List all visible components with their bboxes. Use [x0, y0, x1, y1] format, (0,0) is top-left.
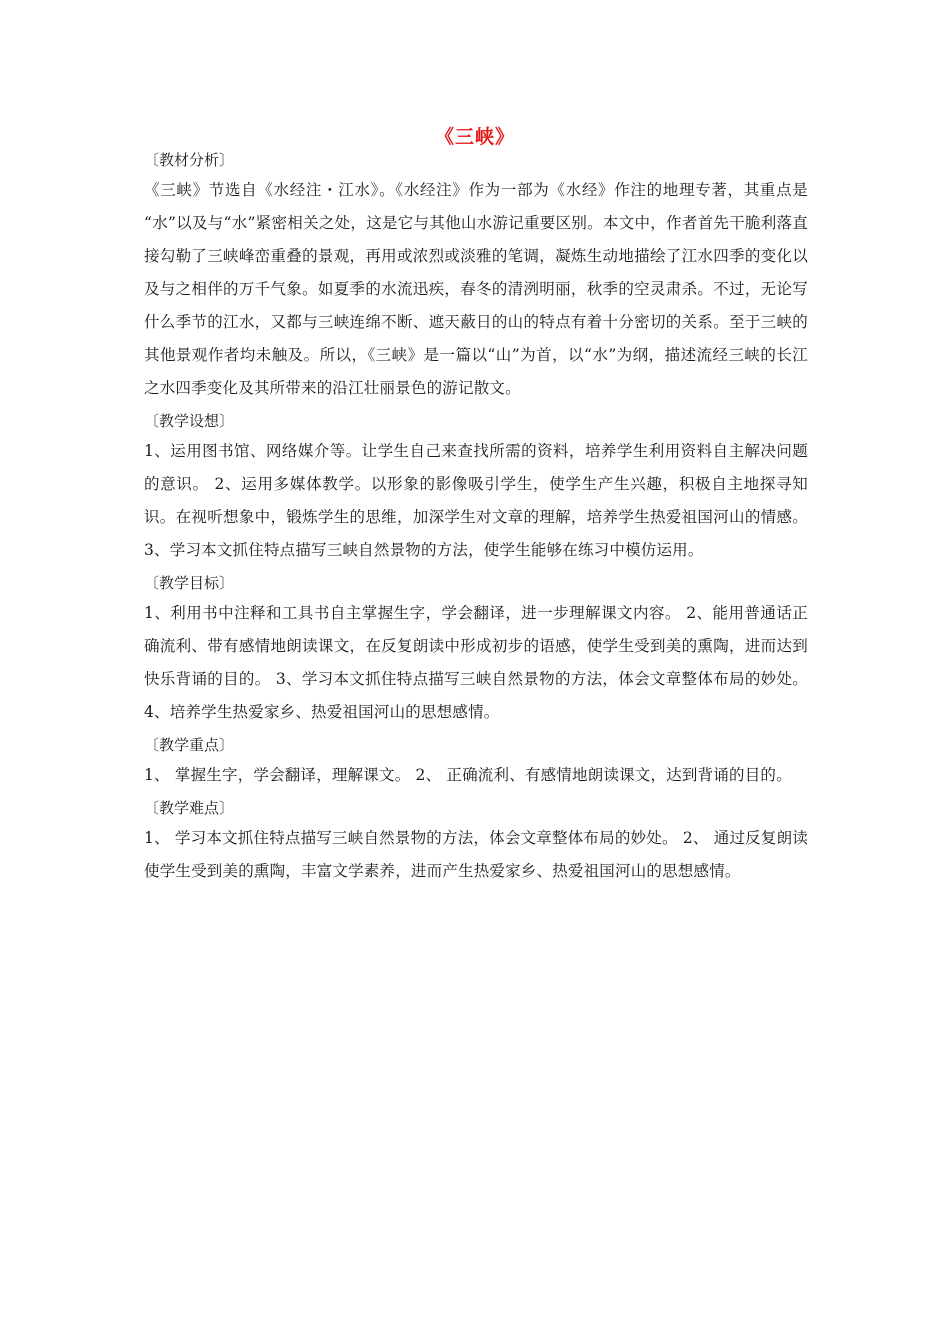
- section-teaching-goals: [144, 569, 808, 729]
- section-paragraph: 1、 掌握生字，学会翻译，理解课文。 2、 正确流利、有感情地朗读课文，达到背诵的目的。: [144, 766, 792, 784]
- section-key-points: [144, 731, 808, 792]
- section-paragraph: 《三峡》节选自《水经注・江水》。《水经注》作为一部为《水经》作注的地理专著，其重点是 “水”以及与“水”紧密相关之处，这是它与其他山水游记重要区别。本文中，作者首先干脆利落直接勾勒了三峡峰峦重叠的景观，再用或浓烈或淡雅的笔调，凝炼生动地描绘了江水四季的变化以及与之相伴的万千气象。如夏季的水流迅疾，春冬的清洌明丽，秋季的空灵肃杀。不过，无论写什么季节的江水，又都与三峡连绵不断、遮天蔽日的山的特点有着十分密切的关系。至于三峡的其他景观作者均未触及。所以，《三峡》是一篇以“山”为首，以“水”为纲，描述流经三峡的长江之水四季变化及其所带来的沿江壮丽景色的游记散文。: [144, 181, 808, 397]
- section-teaching-concept: [144, 407, 808, 567]
- section-paragraph: 1、运用图书馆、网络媒介等。让学生自己来查找所需的资料，培养学生利用资料自主解决问题的意识。 2、运用多媒体教学。以形象的影像吸引学生，使学生产生兴趣，积极自主地探寻知识。在视听想象中，锻炼学生的思维，加深学生对文章的理解，培养学生热爱祖国河山的情感。 3、学习本文抓住特点描写三峡自然景物的方法，使学生能够在练习中模仿运用。: [144, 442, 808, 559]
- document-body: [144, 146, 808, 890]
- section-heading: 〔教学目标〕: [144, 574, 235, 592]
- document-title: 《三峡》: [434, 126, 515, 148]
- section-heading: 〔教材分析〕: [144, 151, 235, 169]
- section-heading: 〔教学难点〕: [144, 799, 235, 817]
- section-difficulties: [144, 794, 808, 888]
- section-textbook-analysis: [144, 146, 808, 405]
- section-heading: 〔教学重点〕: [144, 736, 235, 754]
- section-paragraph: 1、利用书中注释和工具书自主掌握生字，学会翻译，进一步理解课文内容。 2、能用普通话正确流利、带有感情地朗读课文，在反复朗读中形成初步的语感，使学生受到美的熏陶，进而达到快乐背诵的目的。 3、学习本文抓住特点描写三峡自然景物的方法，体会文章整体布局的妙处。 4、培养学生热爱家乡、热爱祖国河山的思想感情。: [144, 604, 808, 721]
- section-heading: 〔教学设想〕: [144, 412, 235, 430]
- section-paragraph: 1、 学习本文抓住特点描写三峡自然景物的方法，体会文章整体布局的妙处。 2、 通过反复朗读使学生受到美的熏陶，丰富文学素养，进而产生热爱家乡、热爱祖国河山的思想感情。: [144, 829, 808, 880]
